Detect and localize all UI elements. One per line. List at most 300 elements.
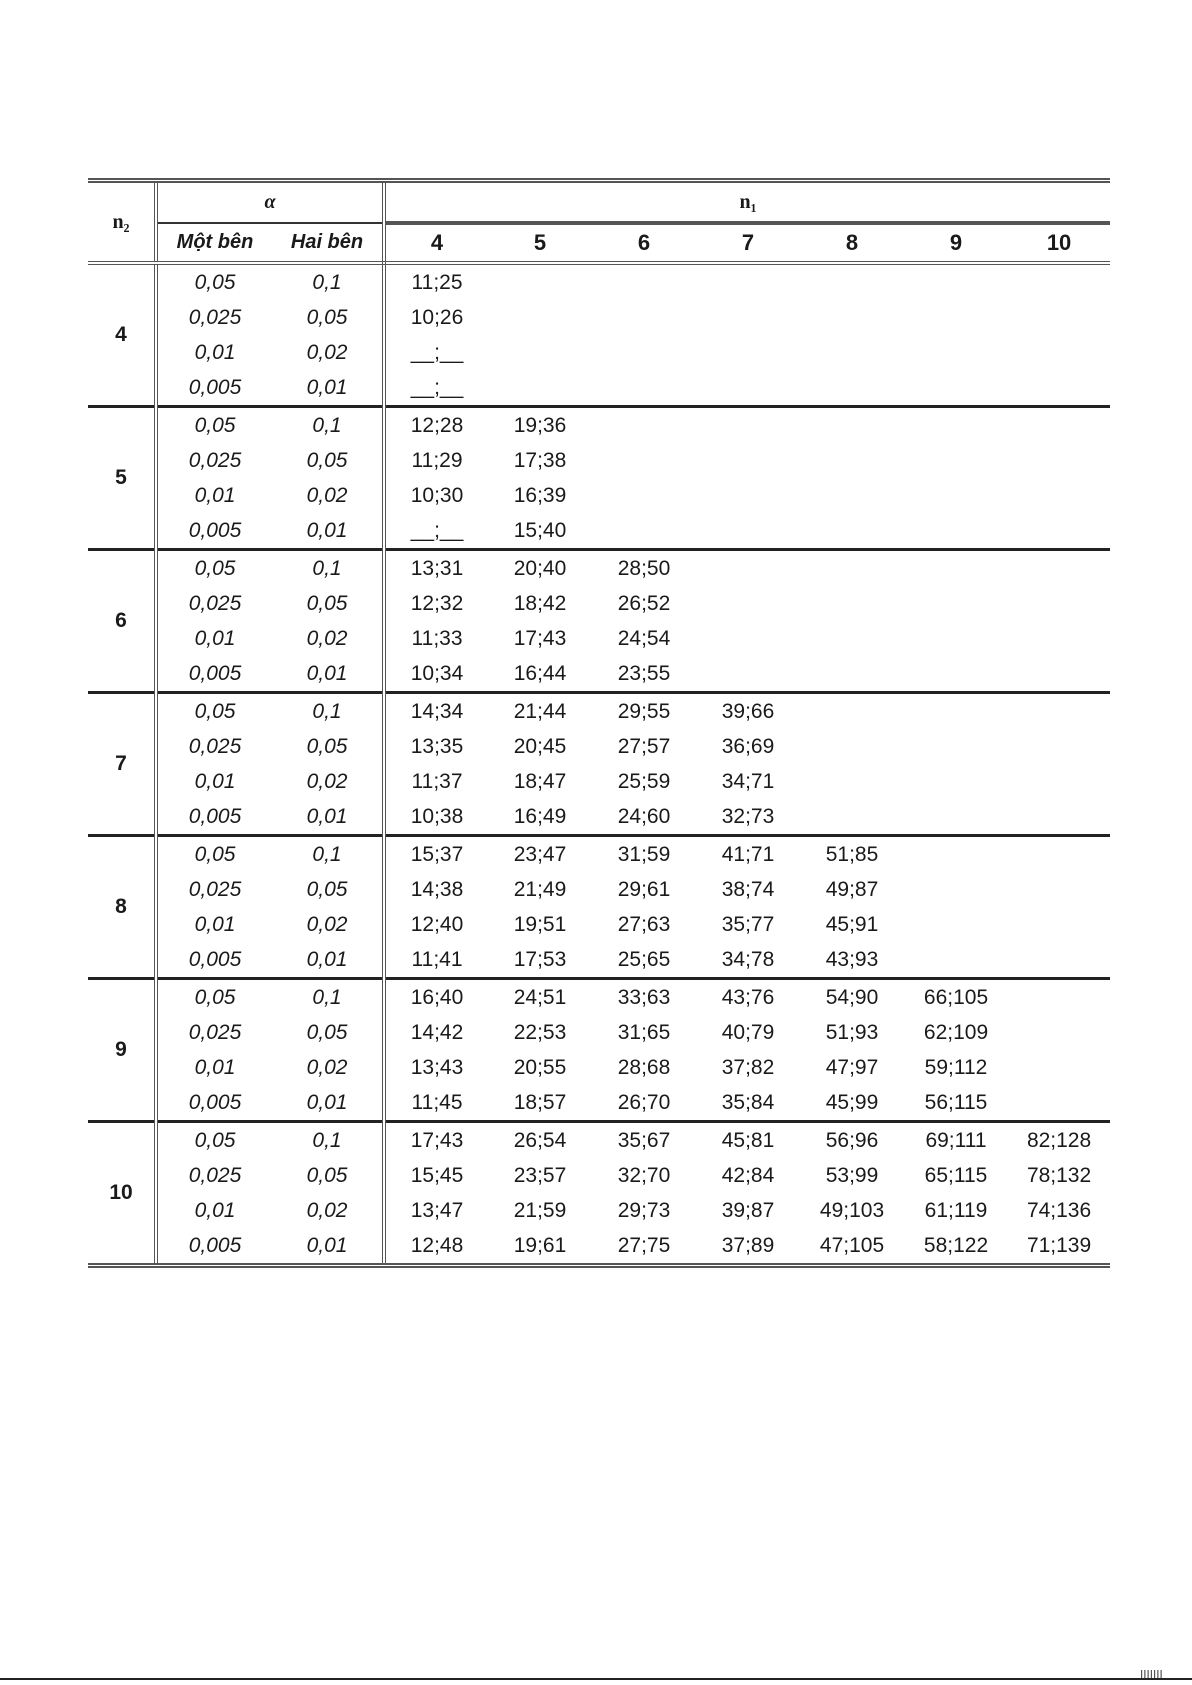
- critical-value-cell: 11;29: [411, 448, 463, 472]
- critical-value-cell: [1008, 550, 1110, 587]
- critical-value-cell: 39;66: [721, 699, 775, 723]
- critical-value-cell: [904, 513, 1008, 550]
- alpha-one-sided: 0,025: [156, 586, 272, 621]
- alpha-header: α: [156, 181, 384, 224]
- critical-value-cell: [904, 621, 1008, 656]
- critical-value-cell: 24;51: [513, 985, 567, 1009]
- alpha-one-sided: 0,05: [156, 407, 272, 444]
- alpha-one-sided: 0,01: [156, 1193, 272, 1228]
- alpha-two-sided: 0,05: [272, 586, 384, 621]
- critical-value-cell: 17;43: [513, 626, 567, 650]
- critical-value-cell: 23;57: [513, 1163, 567, 1187]
- critical-value-cell: [800, 764, 904, 799]
- critical-value-cell: [904, 872, 1008, 907]
- critical-value-cell: 16;49: [488, 799, 592, 836]
- critical-value-cell: __;__: [410, 340, 464, 364]
- critical-value-cell: 11;37: [411, 769, 463, 793]
- critical-value-cell: [904, 370, 1008, 407]
- critical-value-cell: [904, 942, 1008, 979]
- critical-value-cell: [800, 550, 904, 587]
- n2-group-label: 9: [88, 979, 156, 1122]
- alpha-one-sided: 0,005: [156, 1228, 272, 1266]
- critical-value-cell: 17;53: [488, 942, 592, 979]
- critical-value-cell: 71;139: [1026, 1233, 1092, 1257]
- table-row: [88, 335, 1110, 370]
- n2-group-label: 7: [88, 693, 156, 836]
- two-sided-header: Hai bên: [272, 223, 384, 263]
- critical-value-cell: [592, 370, 696, 407]
- critical-value-cell: [696, 550, 800, 587]
- alpha-one-sided: 0,025: [156, 1158, 272, 1193]
- critical-value-cell: 45;99: [800, 1085, 904, 1122]
- alpha-one-sided: 0,01: [156, 764, 272, 799]
- critical-value-cell: 53;99: [825, 1163, 879, 1187]
- critical-value-cell: 13;43: [410, 1055, 464, 1079]
- table-row: [88, 300, 1110, 335]
- critical-value-cell: 10;34: [384, 656, 488, 693]
- critical-value-cell: 78;132: [1026, 1163, 1092, 1187]
- alpha-two-sided: 0,01: [272, 1085, 384, 1122]
- critical-value-cell: [1008, 1015, 1110, 1050]
- alpha-one-sided: 0,01: [156, 1050, 272, 1085]
- critical-value-cell: 31;65: [617, 1020, 671, 1044]
- critical-value-cell: [1008, 907, 1110, 942]
- critical-value-cell: 21;44: [513, 699, 567, 723]
- critical-value-cell: [904, 335, 1008, 370]
- critical-value-cell: [1008, 693, 1110, 730]
- table-row: [88, 836, 1110, 873]
- critical-value-cell: 10;38: [384, 799, 488, 836]
- critical-value-cell: 19;36: [513, 413, 567, 437]
- critical-value-cell: 41;71: [721, 842, 775, 866]
- alpha-one-sided: 0,025: [156, 872, 272, 907]
- critical-value-cell: 38;74: [721, 877, 775, 901]
- critical-value-cell: 25;59: [617, 769, 671, 793]
- alpha-one-sided: 0,025: [156, 1015, 272, 1050]
- critical-value-cell: 37;89: [721, 1233, 775, 1257]
- table-row: [88, 586, 1110, 621]
- alpha-one-sided: 0,025: [156, 443, 272, 478]
- critical-value-cell: [904, 656, 1008, 693]
- critical-value-cell: 12;28: [410, 413, 464, 437]
- critical-value-cell: [800, 478, 904, 513]
- alpha-two-sided: 0,05: [272, 1158, 384, 1193]
- table-row: [88, 263, 1110, 300]
- critical-value-cell: 16;39: [513, 483, 567, 507]
- critical-value-cell: [800, 407, 904, 444]
- header-row-sub: [88, 223, 1110, 263]
- critical-value-cell: [904, 729, 1008, 764]
- alpha-two-sided: 0,02: [272, 764, 384, 799]
- alpha-two-sided: 0,01: [272, 799, 384, 836]
- header-row-top: [88, 181, 1110, 224]
- alpha-two-sided: 0,02: [272, 907, 384, 942]
- critical-value-cell: [800, 335, 904, 370]
- critical-value-cell: 10;30: [410, 483, 464, 507]
- table-row: [88, 764, 1110, 799]
- table-row: [88, 656, 1110, 693]
- one-sided-header: Một bên: [156, 223, 272, 263]
- critical-value-cell: 15;45: [410, 1163, 464, 1187]
- n2-group-label: 4: [88, 263, 156, 407]
- critical-value-cell: 32;70: [617, 1163, 671, 1187]
- critical-value-cell: [904, 799, 1008, 836]
- critical-value-cell: 10;26: [410, 305, 464, 329]
- critical-value-cell: [696, 656, 800, 693]
- critical-value-cell: [488, 263, 592, 300]
- critical-value-cell: [1008, 478, 1110, 513]
- critical-value-cell: [1008, 764, 1110, 799]
- critical-value-cell: 18;57: [488, 1085, 592, 1122]
- alpha-one-sided: 0,01: [156, 478, 272, 513]
- critical-value-cell: 12;48: [410, 1233, 464, 1257]
- critical-value-cell: __;__: [384, 513, 488, 550]
- critical-value-cell: 47;97: [825, 1055, 879, 1079]
- critical-value-cell: 27;75: [617, 1233, 671, 1257]
- alpha-two-sided: 0,1: [272, 1122, 384, 1159]
- critical-value-cell: [592, 263, 696, 300]
- critical-value-cell: [1008, 799, 1110, 836]
- critical-value-cell: 14;42: [410, 1020, 464, 1044]
- critical-value-cell: [696, 335, 800, 370]
- critical-value-cell: [1008, 263, 1110, 300]
- critical-value-cell: [1008, 656, 1110, 693]
- critical-value-cell: 74;136: [1026, 1198, 1092, 1222]
- critical-value-cell: 11;33: [411, 626, 463, 650]
- critical-value-cell: 12;40: [410, 912, 464, 936]
- critical-value-cell: 16;44: [488, 656, 592, 693]
- alpha-one-sided: 0,01: [156, 621, 272, 656]
- critical-value-cell: [800, 300, 904, 335]
- critical-value-cell: 62;109: [923, 1020, 989, 1044]
- critical-value-cell: 69;111: [925, 1128, 987, 1152]
- critical-value-cell: [1008, 407, 1110, 444]
- table-row: [88, 1193, 1110, 1228]
- critical-value-cell: [696, 300, 800, 335]
- n1-header: n₁: [384, 181, 1110, 224]
- alpha-two-sided: 0,01: [272, 656, 384, 693]
- table-body: [88, 263, 1110, 1266]
- critical-value-cell: 12;32: [410, 591, 464, 615]
- critical-value-cell: 20;55: [513, 1055, 567, 1079]
- critical-value-cell: 13;35: [410, 734, 464, 758]
- critical-value-cell: 58;122: [923, 1233, 989, 1257]
- alpha-one-sided: 0,05: [156, 1122, 272, 1159]
- alpha-two-sided: 0,02: [272, 335, 384, 370]
- alpha-two-sided: 0,01: [272, 942, 384, 979]
- critical-value-cell: [488, 335, 592, 370]
- critical-value-cell: 22;53: [513, 1020, 567, 1044]
- table-row: [88, 979, 1110, 1016]
- alpha-two-sided: 0,01: [272, 513, 384, 550]
- alpha-one-sided: 0,005: [156, 656, 272, 693]
- critical-value-cell: 20;40: [513, 556, 567, 580]
- table-row: [88, 1158, 1110, 1193]
- critical-value-cell: [904, 550, 1008, 587]
- alpha-two-sided: 0,1: [272, 407, 384, 444]
- critical-value-cell: [696, 370, 800, 407]
- critical-value-cell: [800, 693, 904, 730]
- alpha-two-sided: 0,05: [272, 872, 384, 907]
- critical-value-cell: 19;51: [513, 912, 567, 936]
- critical-value-cell: [800, 729, 904, 764]
- critical-value-cell: [1008, 872, 1110, 907]
- critical-value-cell: 25;65: [592, 942, 696, 979]
- critical-value-cell: 20;45: [513, 734, 567, 758]
- critical-value-cell: 26;70: [592, 1085, 696, 1122]
- n1-col-header: 10: [1008, 223, 1110, 263]
- critical-value-cell: [904, 443, 1008, 478]
- table-row: [88, 550, 1110, 587]
- critical-value-cell: __;__: [384, 370, 488, 407]
- critical-value-cell: 56;96: [825, 1128, 879, 1152]
- alpha-one-sided: 0,01: [156, 907, 272, 942]
- critical-value-cell: 15;40: [488, 513, 592, 550]
- critical-value-cell: 13;31: [410, 556, 464, 580]
- alpha-two-sided: 0,05: [272, 443, 384, 478]
- table-row: [88, 1050, 1110, 1085]
- alpha-one-sided: 0,05: [156, 550, 272, 587]
- page-bottom-rule: [0, 1678, 1192, 1680]
- critical-value-cell: 35;77: [721, 912, 775, 936]
- critical-value-cell: [696, 443, 800, 478]
- critical-value-cell: 28;68: [617, 1055, 671, 1079]
- alpha-one-sided: 0,005: [156, 942, 272, 979]
- critical-value-cell: 61;119: [924, 1198, 988, 1222]
- critical-value-cell: 49;103: [819, 1198, 885, 1222]
- table-row: [88, 872, 1110, 907]
- table-row: [88, 513, 1110, 550]
- critical-value-cell: [904, 407, 1008, 444]
- alpha-one-sided: 0,005: [156, 799, 272, 836]
- critical-value-cell: 17;43: [410, 1128, 464, 1152]
- critical-value-cell: [488, 370, 592, 407]
- critical-value-cell: [800, 370, 904, 407]
- critical-value-cell: [696, 478, 800, 513]
- alpha-one-sided: 0,025: [156, 300, 272, 335]
- critical-value-cell: [904, 907, 1008, 942]
- critical-value-cell: [1008, 300, 1110, 335]
- table-row: [88, 907, 1110, 942]
- critical-value-cell: 33;63: [617, 985, 671, 1009]
- table-row: [88, 1085, 1110, 1122]
- n2-group-label: 5: [88, 407, 156, 550]
- critical-value-cell: [800, 586, 904, 621]
- n2-group-label: 10: [109, 1181, 133, 1204]
- critical-value-cell: [904, 300, 1008, 335]
- table-row: [88, 799, 1110, 836]
- alpha-one-sided: 0,005: [156, 513, 272, 550]
- alpha-two-sided: 0,1: [272, 979, 384, 1016]
- critical-value-cell: [800, 263, 904, 300]
- critical-value-cell: 29;73: [617, 1198, 671, 1222]
- table-row: [88, 621, 1110, 656]
- critical-value-cell: 29;55: [617, 699, 671, 723]
- critical-value-cell: [800, 799, 904, 836]
- critical-value-cell: 66;105: [923, 985, 989, 1009]
- critical-value-cell: 17;38: [513, 448, 567, 472]
- critical-value-cell: 27;63: [617, 912, 671, 936]
- critical-value-cell: [1008, 370, 1110, 407]
- critical-value-cell: 29;61: [617, 877, 671, 901]
- table-row: [88, 1122, 1110, 1159]
- n1-col-header: 5: [488, 223, 592, 263]
- n2-header: n₂: [88, 181, 156, 264]
- critical-value-cell: 47;105: [819, 1233, 885, 1257]
- critical-value-cell: 16;40: [410, 985, 464, 1009]
- critical-value-cell: [1008, 979, 1110, 1016]
- critical-value-cell: 32;73: [696, 799, 800, 836]
- critical-value-cell: 59;112: [924, 1055, 988, 1079]
- critical-value-cell: [1008, 513, 1110, 550]
- critical-value-cell: 14;34: [410, 699, 464, 723]
- table-row: [88, 443, 1110, 478]
- alpha-one-sided: 0,025: [156, 729, 272, 764]
- alpha-one-sided: 0,005: [156, 370, 272, 407]
- critical-value-cell: 43;76: [721, 985, 775, 1009]
- critical-value-cell: [1008, 1085, 1110, 1122]
- alpha-two-sided: 0,05: [272, 729, 384, 764]
- critical-value-cell: 34;78: [696, 942, 800, 979]
- alpha-two-sided: 0,02: [272, 1193, 384, 1228]
- alpha-one-sided: 0,05: [156, 263, 272, 300]
- critical-value-cell: [696, 263, 800, 300]
- alpha-one-sided: 0,05: [156, 979, 272, 1016]
- table-row: [88, 478, 1110, 513]
- table-row: [88, 407, 1110, 444]
- critical-value-cell: 51;85: [825, 842, 879, 866]
- critical-value-cell: 31;59: [617, 842, 671, 866]
- critical-value-cell: [800, 621, 904, 656]
- critical-value-cell: [696, 621, 800, 656]
- critical-value-cell: [592, 335, 696, 370]
- n1-col-header: 8: [800, 223, 904, 263]
- critical-value-cell: [592, 478, 696, 513]
- critical-value-cell: 51;93: [825, 1020, 879, 1044]
- critical-value-cell: 18;42: [513, 591, 567, 615]
- critical-value-cell: 42;84: [721, 1163, 775, 1187]
- alpha-two-sided: 0,02: [272, 1050, 384, 1085]
- critical-value-cell: 45;91: [825, 912, 879, 936]
- critical-value-cell: [696, 407, 800, 444]
- critical-value-cell: [904, 478, 1008, 513]
- critical-value-cell: 24;60: [592, 799, 696, 836]
- n1-col-header: 9: [904, 223, 1008, 263]
- critical-value-cell: [1008, 335, 1110, 370]
- alpha-one-sided: 0,05: [156, 836, 272, 873]
- critical-value-cell: 49;87: [825, 877, 879, 901]
- table-row: [88, 1228, 1110, 1266]
- critical-value-cell: 27;57: [617, 734, 671, 758]
- critical-value-cell: [1008, 836, 1110, 873]
- critical-value-cell: [1008, 1050, 1110, 1085]
- critical-value-cell: [904, 693, 1008, 730]
- critical-value-cell: 21;49: [513, 877, 567, 901]
- alpha-two-sided: 0,02: [272, 478, 384, 513]
- table-row: [88, 370, 1110, 407]
- n1-col-header: 4: [384, 223, 488, 263]
- critical-value-cell: [592, 513, 696, 550]
- critical-value-cell: 40;79: [721, 1020, 775, 1044]
- critical-value-cell: 14;38: [410, 877, 464, 901]
- critical-value-cell: [592, 443, 696, 478]
- alpha-two-sided: 0,05: [272, 300, 384, 335]
- critical-value-cell: 11;25: [411, 270, 463, 294]
- critical-value-cell: 39;87: [721, 1198, 775, 1222]
- critical-value-cell: 11;45: [384, 1085, 488, 1122]
- critical-value-cell: 43;93: [800, 942, 904, 979]
- critical-value-cell: [800, 513, 904, 550]
- alpha-two-sided: 0,1: [272, 693, 384, 730]
- critical-value-cell: [1008, 586, 1110, 621]
- n2-group-label: 8: [88, 836, 156, 979]
- n2-group-label: 6: [88, 550, 156, 693]
- alpha-one-sided: 0,01: [156, 335, 272, 370]
- critical-value-cell: [1008, 443, 1110, 478]
- critical-value-cell: 45;81: [721, 1128, 775, 1152]
- critical-value-cell: 35;84: [696, 1085, 800, 1122]
- critical-value-cell: 65;115: [924, 1163, 988, 1187]
- alpha-two-sided: 0,1: [272, 550, 384, 587]
- critical-value-cell: 21;59: [513, 1198, 567, 1222]
- critical-value-cell: 13;47: [410, 1198, 464, 1222]
- alpha-two-sided: 0,05: [272, 1015, 384, 1050]
- critical-value-cell: [696, 586, 800, 621]
- page-corner-mark: IIIIIII: [1140, 1668, 1163, 1681]
- alpha-one-sided: 0,05: [156, 693, 272, 730]
- critical-value-cell: 26;54: [513, 1128, 567, 1152]
- critical-value-cell: [488, 300, 592, 335]
- critical-value-cell: 24;54: [617, 626, 671, 650]
- critical-value-cell: [904, 836, 1008, 873]
- critical-value-cell: [904, 586, 1008, 621]
- critical-value-cell: 26;52: [617, 591, 671, 615]
- critical-value-cell: [800, 443, 904, 478]
- table-row: [88, 942, 1110, 979]
- alpha-two-sided: 0,02: [272, 621, 384, 656]
- critical-value-cell: [1008, 621, 1110, 656]
- critical-value-cell: 18;47: [513, 769, 567, 793]
- critical-value-cell: 36;69: [721, 734, 775, 758]
- critical-value-cell: [904, 764, 1008, 799]
- critical-value-cell: 15;37: [410, 842, 464, 866]
- critical-value-cell: 28;50: [617, 556, 671, 580]
- critical-value-cell: [1008, 942, 1110, 979]
- critical-value-cell: 35;67: [617, 1128, 671, 1152]
- alpha-two-sided: 0,1: [272, 263, 384, 300]
- table-row: [88, 729, 1110, 764]
- critical-value-cell: [1008, 729, 1110, 764]
- critical-value-cell: 54;90: [825, 985, 879, 1009]
- critical-value-cell: 11;41: [384, 942, 488, 979]
- alpha-one-sided: 0,005: [156, 1085, 272, 1122]
- critical-value-cell: [592, 300, 696, 335]
- critical-value-cell: [904, 263, 1008, 300]
- table-row: [88, 693, 1110, 730]
- critical-value-cell: 34;71: [721, 769, 775, 793]
- critical-value-cell: [592, 407, 696, 444]
- critical-value-cell: 19;61: [513, 1233, 567, 1257]
- critical-value-cell: [696, 513, 800, 550]
- alpha-two-sided: 0,1: [272, 836, 384, 873]
- critical-values-table: [88, 178, 1110, 1268]
- critical-value-cell: [800, 656, 904, 693]
- n1-col-header: 7: [696, 223, 800, 263]
- alpha-two-sided: 0,01: [272, 1228, 384, 1266]
- critical-value-cell: 56;115: [904, 1085, 1008, 1122]
- table-row: [88, 1015, 1110, 1050]
- n1-col-header: 6: [592, 223, 696, 263]
